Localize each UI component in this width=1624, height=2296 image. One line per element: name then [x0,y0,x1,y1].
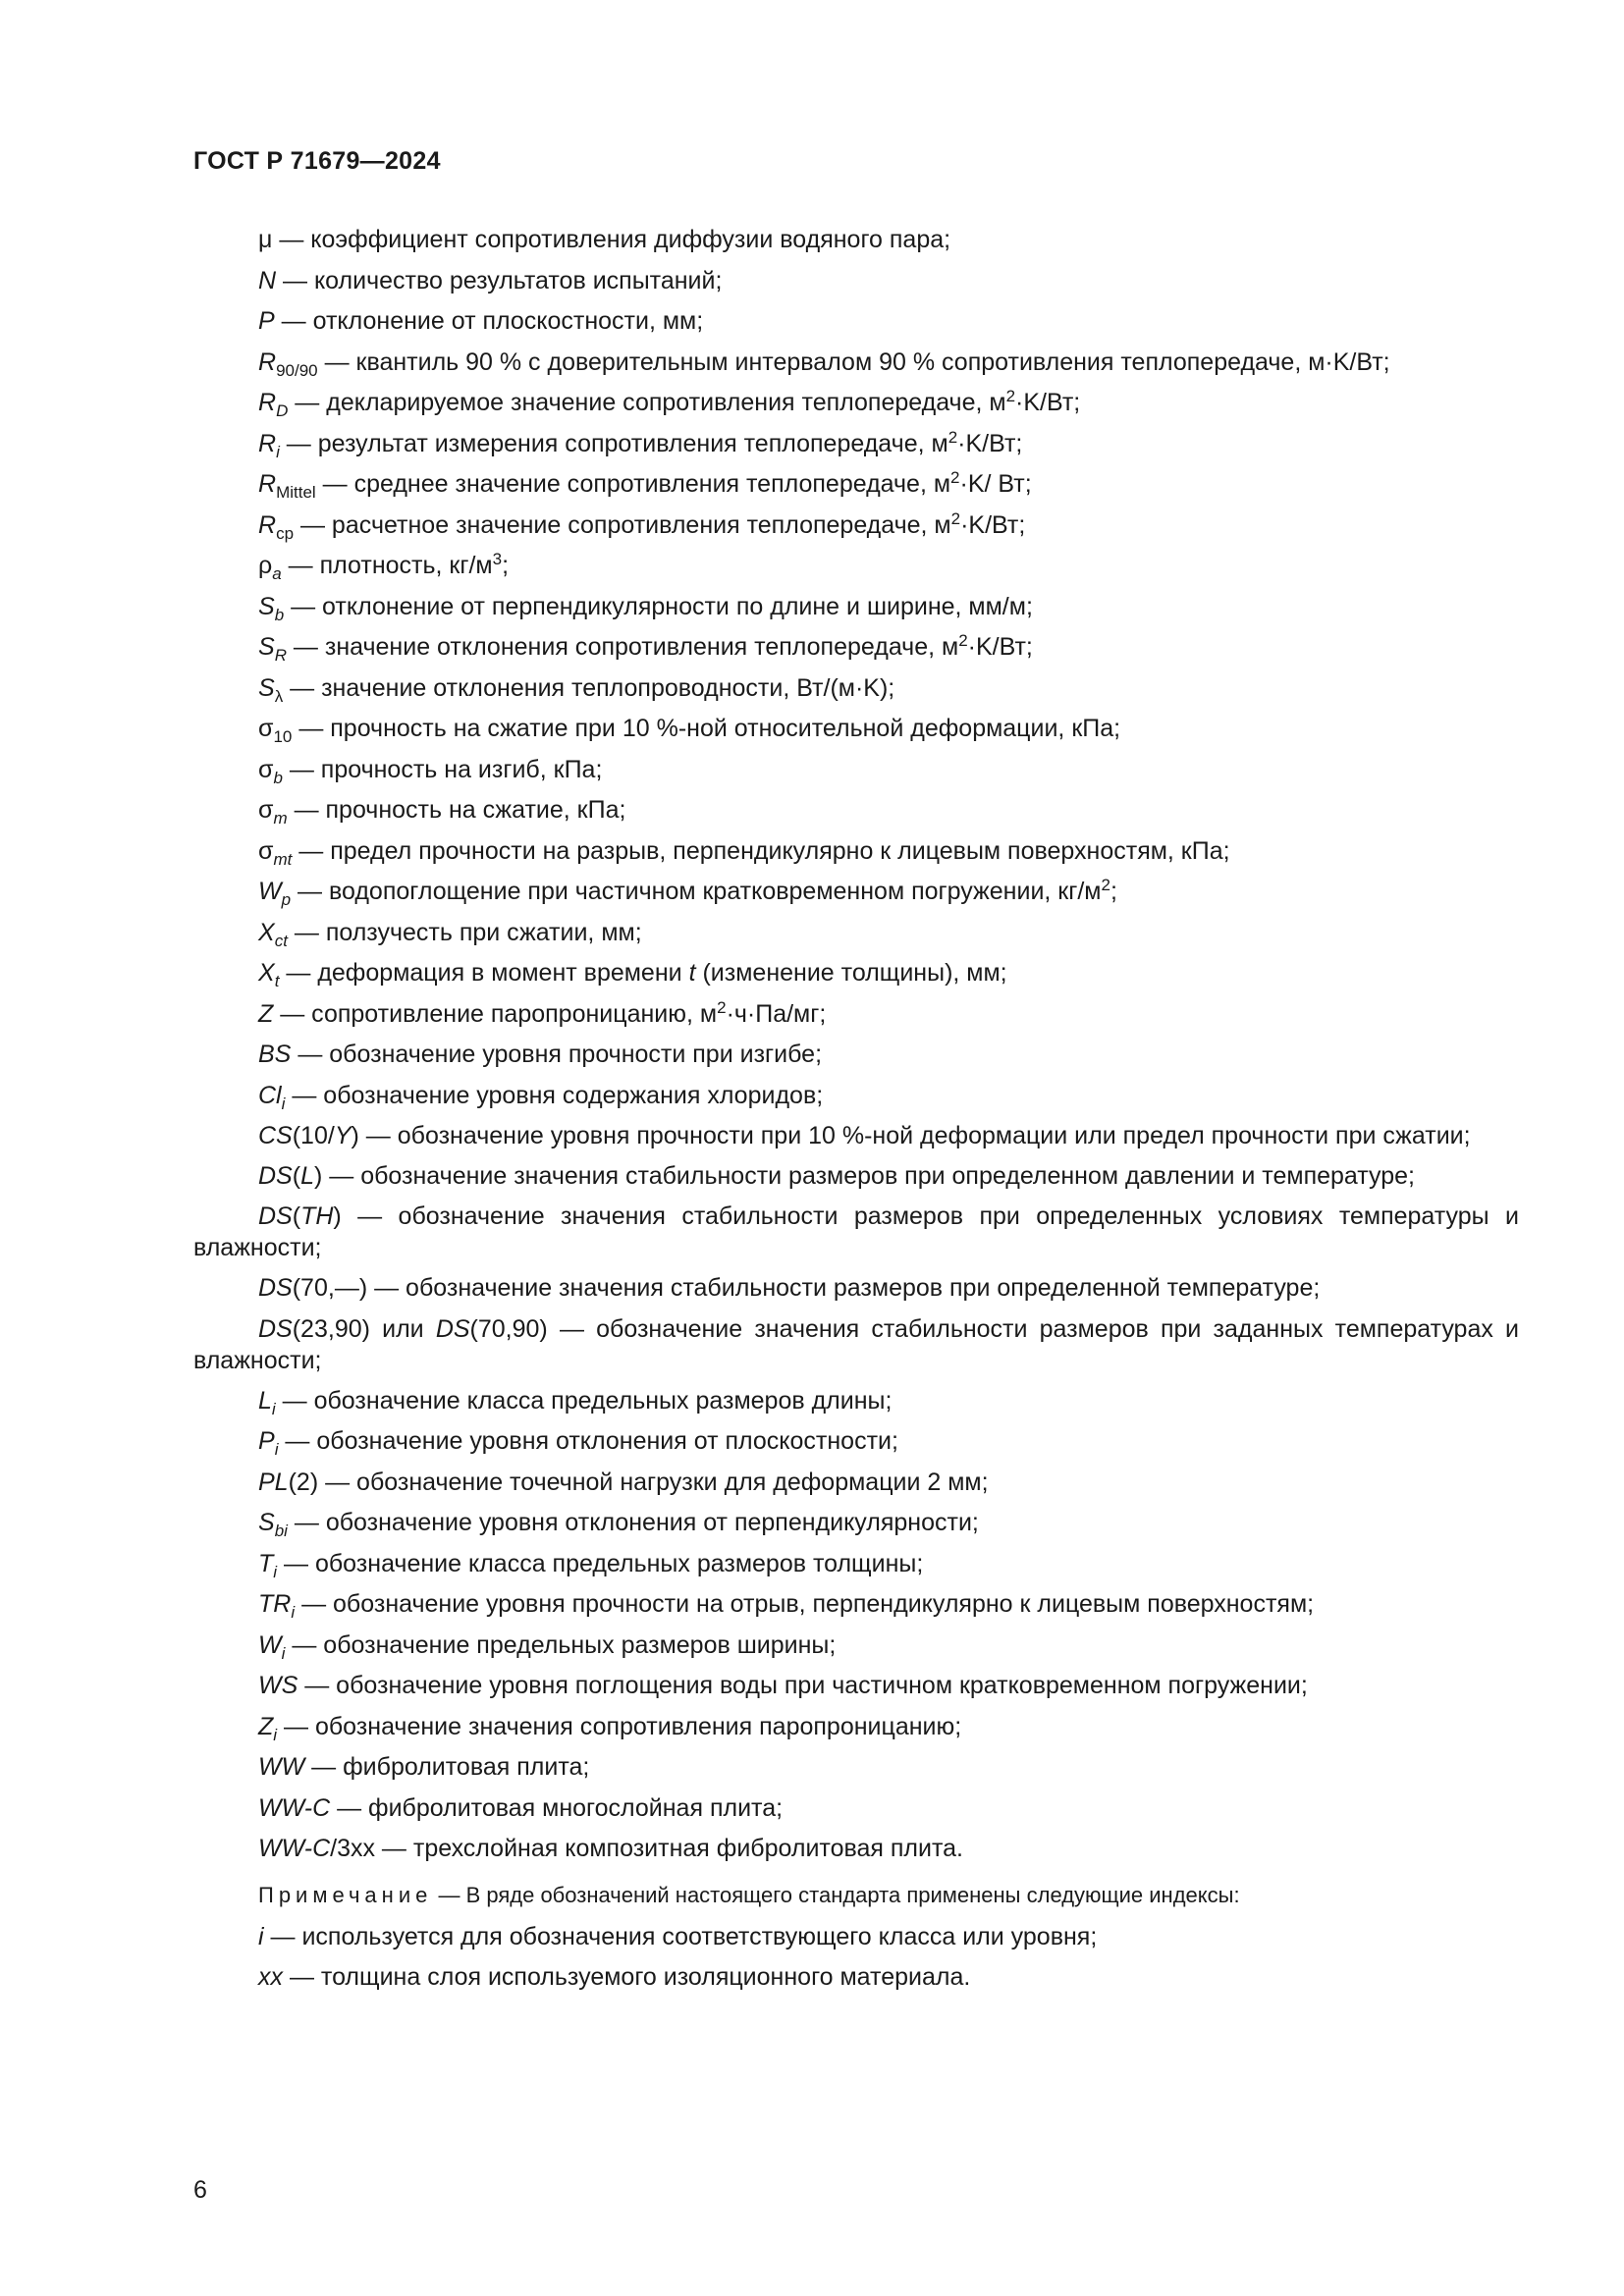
symbol-Ti: $T_i$ — обозначение класса предельных размеров толщины; [258,1549,924,1581]
note-label: Примечание [258,1882,433,1907]
note-text: — В ряде обозначений настоящего стандарта применены следующие индексы: [432,1882,1240,1907]
symbol-WS: WS — обозначение уровня поглощения воды при частичном кратковременном погружении; [258,1672,1308,1699]
symbol-sigma-b: $\sigma_b$ — прочность на изгиб, кПа; [258,755,603,787]
symbol-Xct: $X_{ct}$ — ползучесть при сжатии, мм; [258,918,642,950]
symbol-DS-23-90: DS(23,90) или DS(70,90) — обозначение значения стабильности размеров при заданных температурах и влажности; [193,1314,1520,1374]
symbols-list [193,220,1519,1999]
symbol-N: N — количество результатов испытаний; [258,266,723,294]
symbol-RD: $R_D$ — декларируемое значение сопротивления теплопередаче, $м^2\cdot K/Вт$; [258,387,1081,420]
symbol-sigma-mt: $\sigma_{mt}$ — предел прочности на разрыв, перпендикулярно к лицевым поверхностям, кПа; [258,836,1230,869]
symbol-P: P — отклонение от плоскостности, мм; [258,307,704,335]
note [193,1870,1519,1917]
symbol-S-lambda: $S_\lambda$ — значение отклонения теплопроводности, Вт/(м·K); [258,673,895,706]
symbol-PL2: PL(2) — обозначение точечной нагрузки для деформации 2 мм; [258,1468,989,1496]
page-number: 6 [193,2176,207,2204]
symbol-BS: BS — обозначение уровня прочности при изгибе; [258,1041,823,1068]
symbol-Z: Z — сопротивление паропроницанию, $м^2\cdot ч\cdot Па/мг$; [258,997,827,1028]
symbol-Wi: $W_i$ — обозначение предельных размеров ширины; [258,1630,837,1663]
symbol-WW-C: WW-C — фибролитовая многослойная плита; [258,1793,784,1822]
symbol-Sbi: $S_{bi}$ — обозначение уровня отклонения от перпендикулярности; [258,1509,979,1540]
symbol-Li: $L_i$ — обозначение класса предельных размеров длины; [258,1386,893,1418]
symbol-sigma10: $\sigma_{10}$ — прочность на сжатие при 10 %-ной относительной деформации, кПа; [258,715,1121,746]
index-xx: xx — толщина слоя используемого изоляционного материала. [258,1963,971,1991]
document-header: ГОСТ Р 71679—2024 [193,147,441,175]
index-i: i — используется для обозначения соответствующего класса или уровня; [258,1922,1098,1950]
symbol-TRi: $TR_i$ — обозначение уровня прочности на отрыв, перпендикулярно к лицевым поверхностям; [258,1590,1315,1622]
symbol-DS-TH: DS(TH) — обозначение значения стабильности размеров при определенных условиях температуры и влажности; [193,1202,1519,1261]
symbol-R90-90: $R_{90/90}$ — квантиль 90 % с доверительным интервалом 90 % сопротивления теплопередаче, м·K/Вт; [258,347,1390,380]
symbol-SR: $S_R$ — значение отклонения сопротивления теплопередаче, $м^2\cdot K/Вт$; [258,631,1033,665]
symbol-CS: CS(10/Y) — обозначение уровня прочности при 10 %-ной деформации или предел прочности при сжатии; [258,1122,1471,1149]
symbol-Xt: $X_t$ — деформация в момент времени t (изменение толщины), мм; [258,959,1007,990]
symbol-Cli: $Cl_i$ — обозначение уровня содержания хлоридов; [258,1081,824,1113]
symbol-Rcp: $R_{ср}$ — расчетное значение сопротивления теплопередаче, $м^2\cdot K/Вт$; [258,508,1026,543]
symbol-Sb: $S_b$ — отклонение от перпендикулярности по длине и ширине, мм/м; [258,592,1033,624]
symbol-Wp: $W_p$ — водопоглощение при частичном кратковременном погружении, $кг/м^2$; [258,876,1117,909]
symbol-RMittel: $R_{Mittel}$ — среднее значение сопротивления теплопередаче, $м^2\cdot K/$ Вт; [258,468,1032,502]
symbol-Pi: $P_i$ — обозначение уровня отклонения от плоскостности; [258,1427,898,1459]
symbol-mu: μ — коэффициент сопротивления диффузии водяного пара; [258,226,951,253]
symbol-Ri: $R_i$ — результат измерения сопротивления теплопередаче, $м^2\cdot K/Вт$; [258,427,1023,461]
symbol-sigma-m: $\sigma_m$ — прочность на сжатие, кПа; [258,796,626,828]
symbol-WW-C-3xx: WW-C/3хх — трехслойная композитная фибролитовая плита. [258,1835,963,1862]
symbol-DS-L: DS(L) — обозначение значения стабильности размеров при определенном давлении и температуре; [258,1162,1415,1190]
symbol-WW: WW — фибролитовая плита; [258,1753,590,1781]
symbol-DS-70: DS(70,—) — обозначение значения стабильности размеров при определенной температуре; [258,1274,1321,1302]
symbol-rho-a: $\rho_a$ — плотность, $кг/м^3$; [258,550,510,583]
symbol-Zi: $Z_i$ — обозначение значения сопротивления паропроницанию; [258,1712,962,1744]
